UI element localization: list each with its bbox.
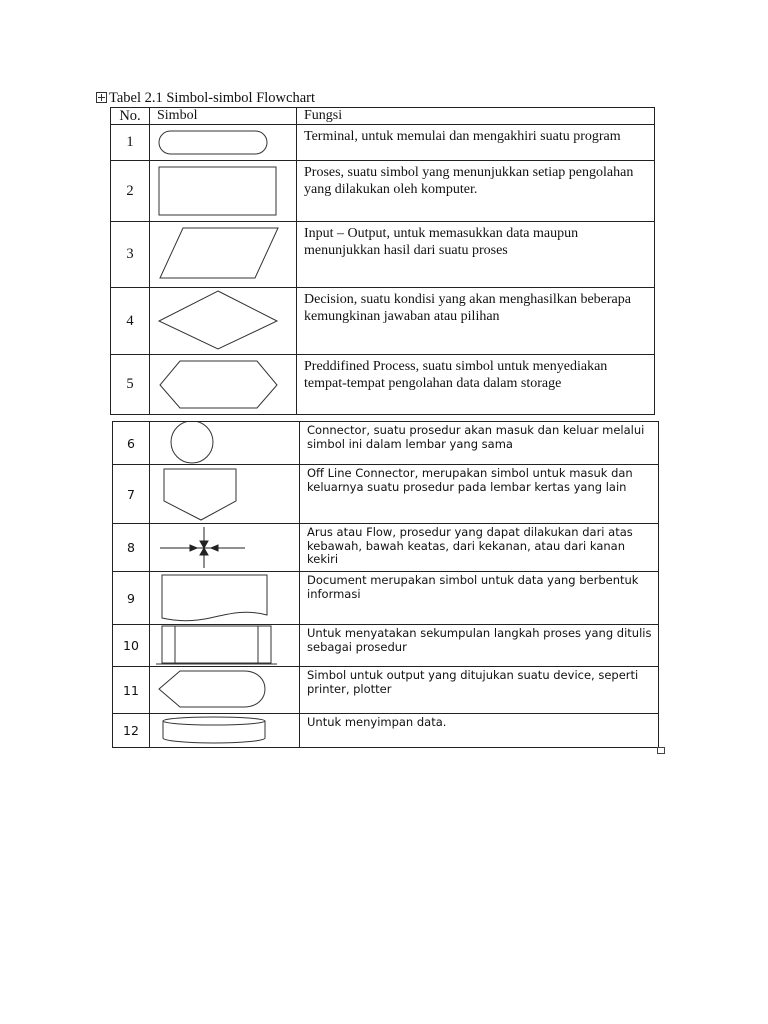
symbol-cell [150, 714, 300, 748]
row-number: 3 [111, 222, 150, 288]
symbol-cell [150, 422, 300, 465]
function-text: Untuk menyatakan sekumpulan langkah proses yang ditulis sebagai prosedur [300, 625, 659, 667]
function-text: Untuk menyimpan data. [300, 714, 659, 748]
table-row [113, 714, 659, 748]
table-row [111, 222, 655, 288]
symbol-cell [150, 465, 300, 524]
table-row [111, 288, 655, 355]
symbol-cell [150, 222, 297, 288]
terminal-icon [150, 125, 297, 160]
function-text: Terminal, untuk memulai dan mengakhiri suatu program [297, 125, 655, 161]
function-text: Simbol untuk output yang ditujukan suatu device, seperti printer, plotter [300, 667, 659, 714]
table-row [111, 125, 655, 161]
symbol-cell [150, 524, 300, 572]
flowchart-symbols-table-bottom [112, 421, 659, 748]
row-number: 11 [113, 667, 150, 714]
symbol-cell [150, 355, 297, 415]
flowchart-symbols-table-top [110, 107, 655, 415]
symbol-cell [150, 625, 300, 667]
function-text: Proses, suatu simbol yang menunjukkan setiap pengolahan yang dilakukan oleh komputer. [297, 161, 655, 222]
row-number: 10 [113, 625, 150, 667]
symbol-cell [150, 572, 300, 625]
row-number: 8 [113, 524, 150, 572]
row-number: 4 [111, 288, 150, 355]
table-row [113, 667, 659, 714]
symbol-cell [150, 288, 297, 355]
function-text: Off Line Connector, merupakan simbol untuk masuk dan keluarnya suatu prosedur pada lembar kertas yang lain [300, 465, 659, 524]
flow-arrows-icon [150, 524, 300, 571]
symbol-cell [150, 125, 297, 161]
decision-icon [150, 288, 297, 354]
row-number: 1 [111, 125, 150, 161]
connector-icon [150, 422, 300, 464]
row-number: 5 [111, 355, 150, 415]
table-row [111, 355, 655, 415]
header-symbol: Simbol [150, 108, 297, 125]
table-row [111, 161, 655, 222]
table-row [113, 524, 659, 572]
table-header-row [111, 108, 655, 125]
function-text: Connector, suatu prosedur akan masuk dan keluar melalui simbol ini dalam lembar yang sama [300, 422, 659, 465]
row-number: 2 [111, 161, 150, 222]
function-text: Arus atau Flow, prosedur yang dapat dilakukan dari atas kebawah, bawah keatas, dari kekanan, atau dari kanan kekiri [300, 524, 659, 572]
function-text: Decision, suatu kondisi yang akan menghasilkan beberapa kemungkinan jawaban atau pilihan [297, 288, 655, 355]
symbol-cell [150, 667, 300, 714]
table-resize-handle-icon[interactable] [657, 747, 665, 754]
storage-icon [150, 714, 300, 747]
table-row [113, 422, 659, 465]
table-row [113, 572, 659, 625]
input-output-icon [150, 222, 297, 287]
row-number: 7 [113, 465, 150, 524]
subroutine-icon [150, 625, 300, 666]
header-no: No. [111, 108, 150, 125]
table-row [113, 465, 659, 524]
process-icon [150, 161, 297, 221]
caption-text: Tabel 2.1 Simbol-simbol Flowchart [109, 90, 315, 106]
row-number: 12 [113, 714, 150, 748]
header-function: Fungsi [297, 108, 655, 125]
function-text: Preddifined Process, suatu simbol untuk menyediakan tempat-tempat pengolahan data dalam storage [297, 355, 655, 415]
predefined-process-icon [150, 355, 297, 414]
function-text: Document merupakan simbol untuk data yang berbentuk informasi [300, 572, 659, 625]
table-move-handle-icon[interactable] [96, 92, 107, 103]
table-caption [96, 90, 315, 106]
document-icon [150, 572, 300, 624]
display-output-icon [150, 667, 300, 713]
table-row [113, 625, 659, 667]
function-text: Input – Output, untuk memasukkan data maupun menunjukkan hasil dari suatu proses [297, 222, 655, 288]
row-number: 9 [113, 572, 150, 625]
row-number: 6 [113, 422, 150, 465]
off-page-connector-icon [150, 465, 300, 523]
symbol-cell [150, 161, 297, 222]
